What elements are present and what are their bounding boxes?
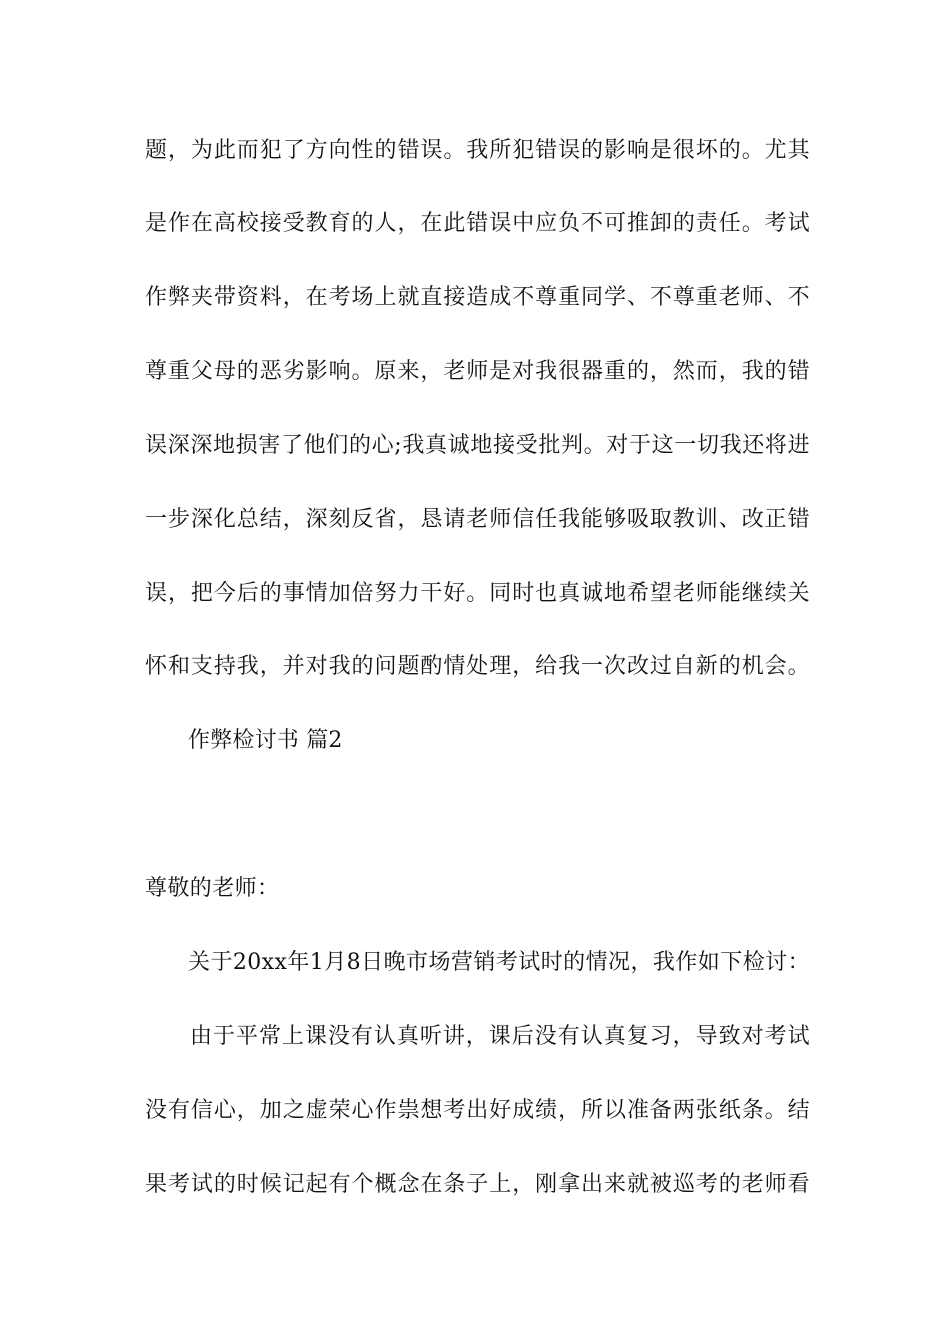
paragraph-line: 怀和支持我，并对我的问题酌情处理，给我一次改过自新的机会。 — [145, 654, 810, 679]
paragraph-line: 误，把今后的事情加倍努力干好。同时也真诚地希望老师能继续关 — [145, 581, 810, 606]
paragraph-line: 题，为此而犯了方向性的错误。我所犯错误的影响是很坏的。尤其 — [145, 138, 810, 163]
paragraph-line: 误深深地损害了他们的心;我真诚地接受批判。对于这一切我还将进 — [145, 433, 810, 458]
paragraph-line: 没有信心，加之虚荣心作祟想考出好成绩，所以准备两张纸条。结 — [145, 1098, 810, 1123]
paragraph-line: 由于平常上课没有认真听讲，课后没有认真复习，导致对考试 — [190, 1024, 810, 1049]
paragraph-line: 是作在高校接受教育的人，在此错误中应负不可推卸的责任。考试 — [145, 211, 810, 236]
salutation: 尊敬的老师： — [145, 876, 280, 901]
section-heading: 作弊检讨书 篇2 — [188, 728, 343, 753]
paragraph-line: 关于20xx年1月8日晚市场营销考试时的情况，我作如下检讨： — [188, 950, 810, 975]
paragraph-line: 作弊夹带资料，在考场上就直接造成不尊重同学、不尊重老师、不 — [145, 285, 810, 310]
paragraph-line: 尊重父母的恶劣影响。原来，老师是对我很器重的，然而，我的错 — [145, 359, 810, 384]
paragraph-line: 一步深化总结，深刻反省，恳请老师信任我能够吸取教训、改正错 — [145, 507, 810, 532]
paragraph-line: 果考试的时候记起有个概念在条子上，刚拿出来就被巡考的老师看 — [145, 1172, 810, 1197]
